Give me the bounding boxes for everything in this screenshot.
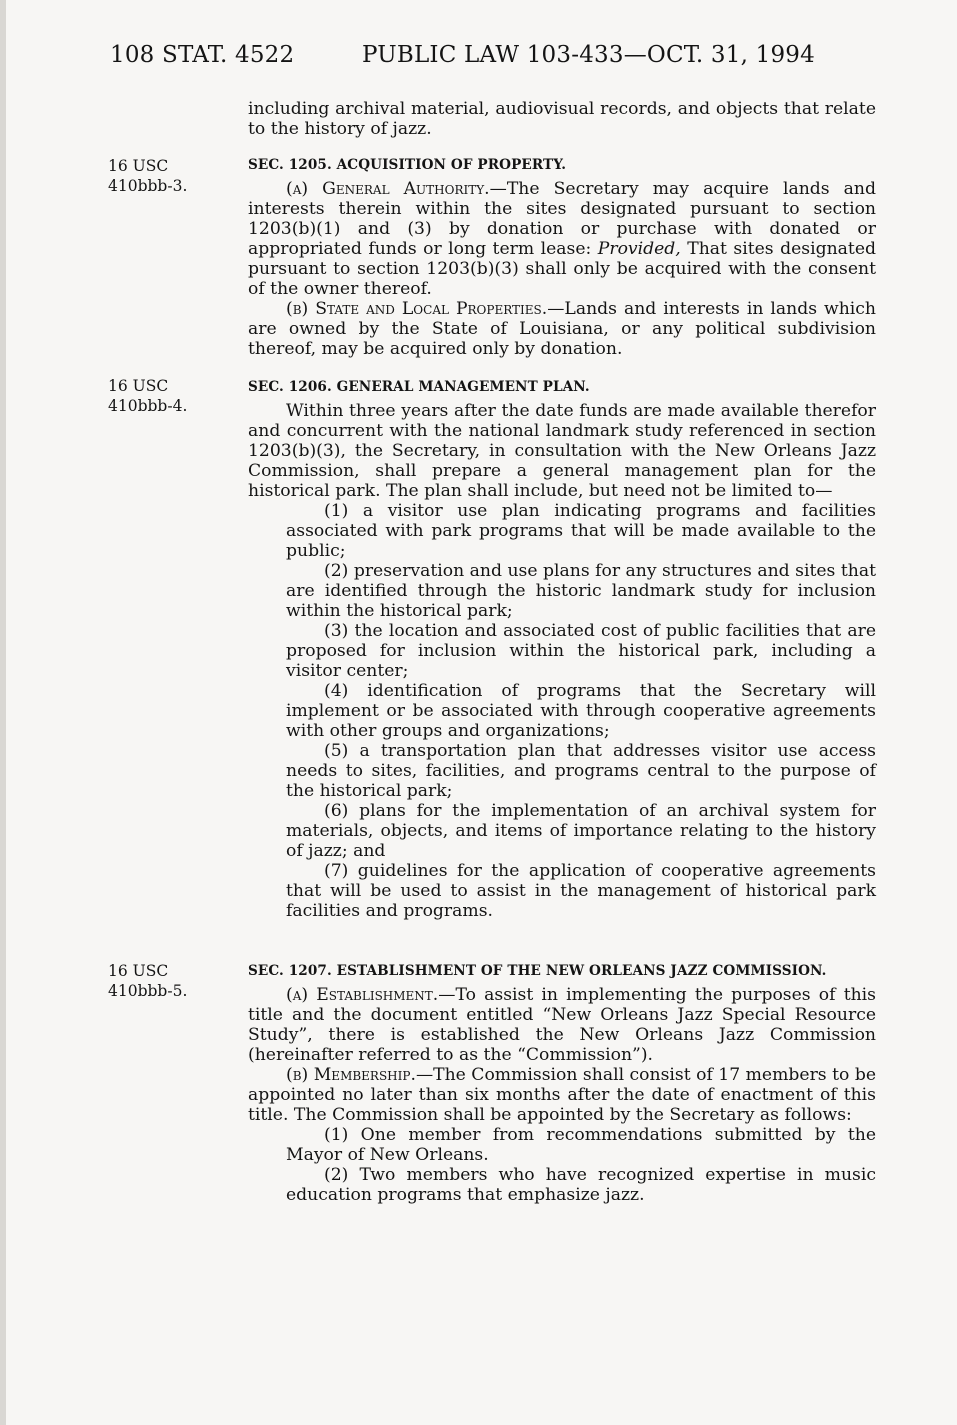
margin-note-sec-1206: 16 USC 410bbb-4. <box>108 377 188 415</box>
section-1207 <box>248 961 876 1205</box>
section-1205 <box>248 155 876 359</box>
subsection-label: (b) State and Local Properties. <box>286 299 548 319</box>
list-item: (2) Two members who have recognized expertise in music education programs that emphasize jazz. <box>286 1165 876 1205</box>
carryover-paragraph: including archival material, audiovisual records, and objects that relate to the history of jazz. <box>248 99 876 139</box>
section-1206 <box>248 377 876 921</box>
list-item: (4) identification of programs that the Secretary will implement or be associated with through cooperative agreements with other groups and organizations; <box>286 681 876 741</box>
section-heading: SEC. 1205. ACQUISITION OF PROPERTY. <box>248 157 567 173</box>
section-heading: SEC. 1207. ESTABLISHMENT OF THE NEW ORLEANS JAZZ COMMISSION. <box>248 963 827 979</box>
subsection-label: (b) Membership. <box>286 1065 416 1085</box>
subsection-a: (a) Establishment.—To assist in implementing the purposes of this title and the document entitled “New Orleans Jazz Special Resource Study”, there is established the New Orleans Jazz Commission (hereinafter referred to as the “Commission”). <box>248 985 876 1065</box>
section-heading: SEC. 1206. GENERAL MANAGEMENT PLAN. <box>248 379 590 395</box>
section-intro: Within three years after the date funds are made available therefor and concurrent with the national landmark study referenced in section 1203(b)(3), the Secretary, in consultation with the New Orleans Jazz Commission, shall prepare a general management plan for the historical park. The plan shall include, but need not be limited to— <box>248 401 876 501</box>
margin-note-sec-1207: 16 USC 410bbb-5. <box>108 962 188 1000</box>
margin-note-sec-1205: 16 USC 410bbb-3. <box>108 157 188 195</box>
list-item: (1) One member from recommendations submitted by the Mayor of New Orleans. <box>286 1125 876 1165</box>
list-item: (3) the location and associated cost of public facilities that are proposed for inclusion within the historical park, including a visitor center; <box>286 621 876 681</box>
subsection-label: (a) Establishment. <box>286 985 439 1005</box>
list-item: (6) plans for the implementation of an archival system for materials, objects, and items of importance relating to the history of jazz; and <box>286 801 876 861</box>
subsection-a: (a) General Authority.—The Secretary may acquire lands and interests therein within the sites designated pursuant to section 1203(b)(1) and (3) by donation or purchase with donated or appropriated funds or long term lease: Provided, That sites designated pursuant to section 1203(b)(3) shall only be acquired with the consent of the owner thereof. <box>248 179 877 299</box>
list-item: (5) a transportation plan that addresses visitor use access needs to sites, facilities, and programs central to the purpose of the historical park; <box>286 741 876 801</box>
list-item: (2) preservation and use plans for any structures and sites that are identified through the historic landmark study for inclusion within the historical park; <box>286 561 876 621</box>
subsection-b: (b) State and Local Properties.—Lands and interests in lands which are owned by the State of Louisiana, or any political subdivision thereof, may be acquired only by donation. <box>248 299 876 359</box>
subsection-b: (b) Membership.—The Commission shall consist of 17 members to be appointed no later than six months after the date of enactment of this title. The Commission shall be appointed by the Secretary as follows: <box>248 1065 876 1125</box>
list-item: (7) guidelines for the application of cooperative agreements that will be used to assist in the management of historical park facilities and programs. <box>286 861 876 921</box>
public-law-citation: PUBLIC LAW 103-433—OCT. 31, 1994 <box>362 42 815 68</box>
subsection-label: (a) General Authority. <box>286 179 490 199</box>
stat-page-number: 108 STAT. 4522 <box>110 42 295 68</box>
page-edge <box>0 0 6 1425</box>
list-item: (1) a visitor use plan indicating programs and facilities associated with park programs that will be made available to the public; <box>286 501 876 561</box>
